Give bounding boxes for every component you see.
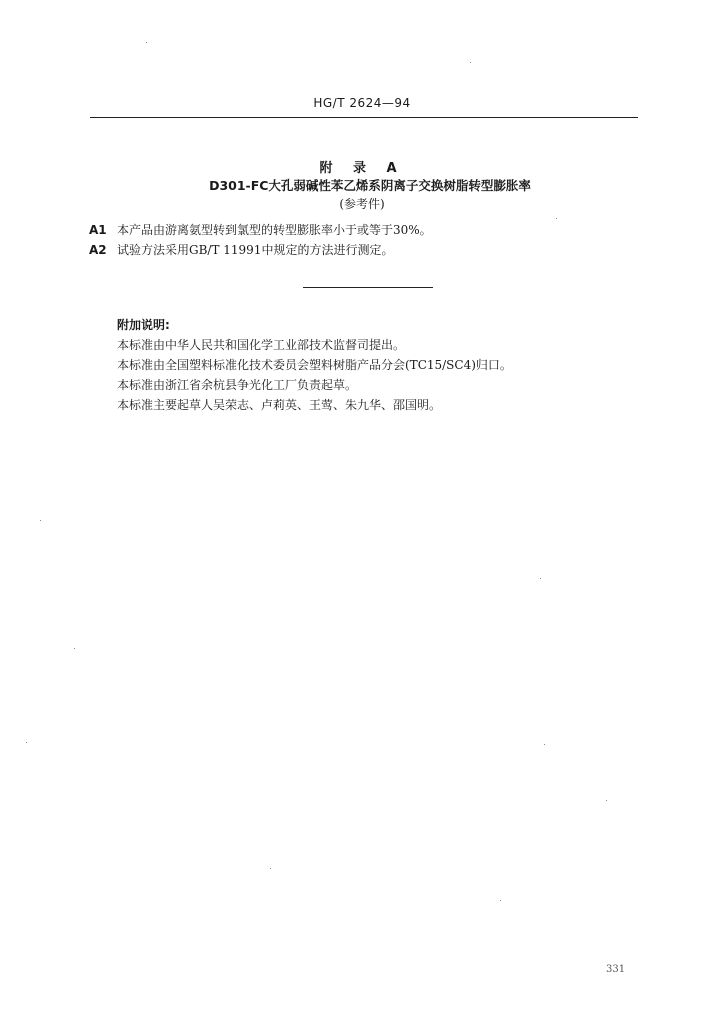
appendix-label: 附 录 A bbox=[319, 161, 405, 176]
additional-note-line: 本标准由中华人民共和国化学工业部技术监督司提出。 bbox=[117, 338, 406, 352]
scan-speck bbox=[470, 62, 471, 63]
scan-speck bbox=[606, 800, 607, 801]
clause-number: A1 bbox=[89, 223, 107, 237]
appendix-title: D301-FC大孔弱碱性苯乙烯系阴离子交换树脂转型膨胀率 bbox=[209, 178, 531, 193]
additional-note-line: 本标准由全国塑料标准化技术委员会塑料树脂产品分会(TC15/SC4)归口。 bbox=[117, 358, 512, 372]
scan-speck bbox=[26, 742, 27, 743]
scan-speck bbox=[270, 868, 271, 869]
scan-speck bbox=[146, 42, 147, 43]
scan-speck bbox=[544, 744, 545, 745]
page-number: 331 bbox=[606, 964, 626, 975]
scan-speck bbox=[74, 648, 75, 649]
clause-a1 bbox=[89, 221, 432, 238]
additional-notes-heading: 附加说明: bbox=[117, 318, 170, 332]
section-end-rule bbox=[303, 287, 433, 288]
clause-a2 bbox=[89, 241, 393, 258]
clause-text: 本产品由游离氨型转到氯型的转型膨胀率小于或等于30%。 bbox=[117, 223, 432, 237]
header-rule bbox=[90, 117, 638, 118]
scan-speck bbox=[556, 218, 557, 219]
additional-note-line: 本标准主要起草人吴荣志、卢莉英、王莺、朱九华、邵国明。 bbox=[117, 398, 442, 412]
standard-code-header: HG/T 2624—94 bbox=[313, 96, 411, 110]
clause-number: A2 bbox=[89, 243, 107, 257]
scan-speck bbox=[500, 900, 501, 901]
clause-text: 试验方法采用GB/T 11991中规定的方法进行测定。 bbox=[117, 243, 394, 257]
appendix-note: (参考件) bbox=[339, 197, 385, 211]
additional-note-line: 本标准由浙江省余杭县争光化工厂负责起草。 bbox=[117, 378, 358, 392]
scan-speck bbox=[40, 520, 41, 521]
scan-speck bbox=[540, 578, 541, 579]
